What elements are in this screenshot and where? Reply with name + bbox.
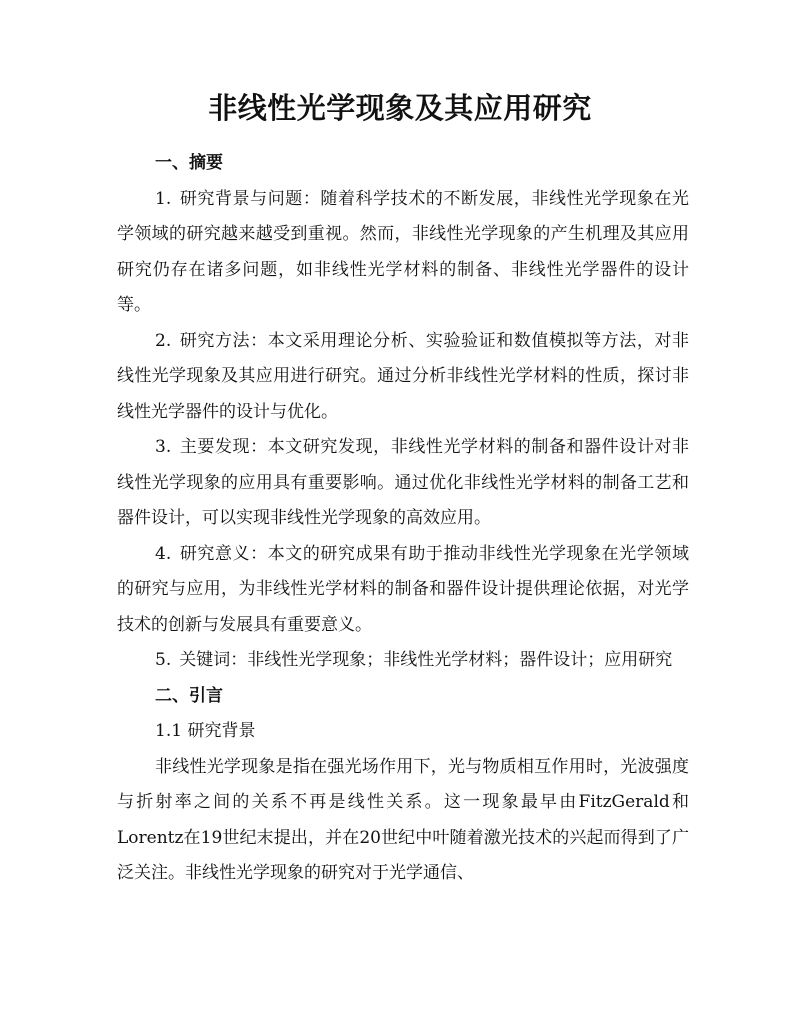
abstract-paragraph [117,430,689,537]
paragraph-number: 2. [155,330,172,351]
paragraph-number: 1. [155,188,172,209]
paragraph-text: 研究意义：本文的研究成果有助于推动非线性光学现象在光学领域的研究与应用，为非线性光学材料的制备和器件设计提供理论依据，对光学技术的创新与发展具有重要意义。 [117,543,689,635]
document-title: 非线性光学现象及其应用研究 [208,91,592,125]
paragraph-number: 4. [155,543,172,564]
paragraph-text: 研究背景与问题：随着科学技术的不断发展，非线性光学现象在光学领域的研究越来越受到重视。然而，非线性光学现象的产生机理及其应用研究仍存在诸多问题，如非线性光学材料的制备、非线性光学器件的设计等。 [117,188,689,315]
section-heading-abstract: 一、摘要 [155,153,223,173]
abstract-paragraph [117,324,689,431]
paragraph-text: 关键词：非线性光学现象；非线性光学材料；器件设计；应用研究 [179,650,673,670]
introduction-paragraph [117,750,689,892]
paragraph-text: 主要发现：本文研究发现，非线性光学材料的制备和器件设计对非线性光学现象的应用具有重要影响。通过优化非线性光学材料的制备工艺和器件设计，可以实现非线性光学现象的高效应用。 [117,437,689,528]
paragraph-number: 3. [155,437,172,457]
document-body [117,146,689,892]
paragraph-text: 研究方法：本文采用理论分析、实验验证和数值模拟等方法，对非线性光学现象及其应用进行研究。通过分析非线性光学材料的性质，探讨非线性光学器件的设计与优化。 [117,330,689,422]
abstract-paragraph [117,182,689,324]
section-heading-introduction: 二、引言 [155,685,223,706]
abstract-paragraph [117,537,689,644]
paragraph-number: 5. [155,650,172,670]
subsection-heading-background: 1.1 研究背景 [155,721,256,741]
keywords-paragraph [117,643,689,679]
paragraph-text: 非线性光学现象是指在强光场作用下，光与物质相互作用时，光波强度与折射率之间的关系不再是线性关系。这一现象最早由FitzGerald和Lorentz在19世纪末提出，并在20世纪中叶随着激光技术的兴起而得到了广泛关注。非线性光学现象的研究对于光学通信、 [117,756,689,883]
